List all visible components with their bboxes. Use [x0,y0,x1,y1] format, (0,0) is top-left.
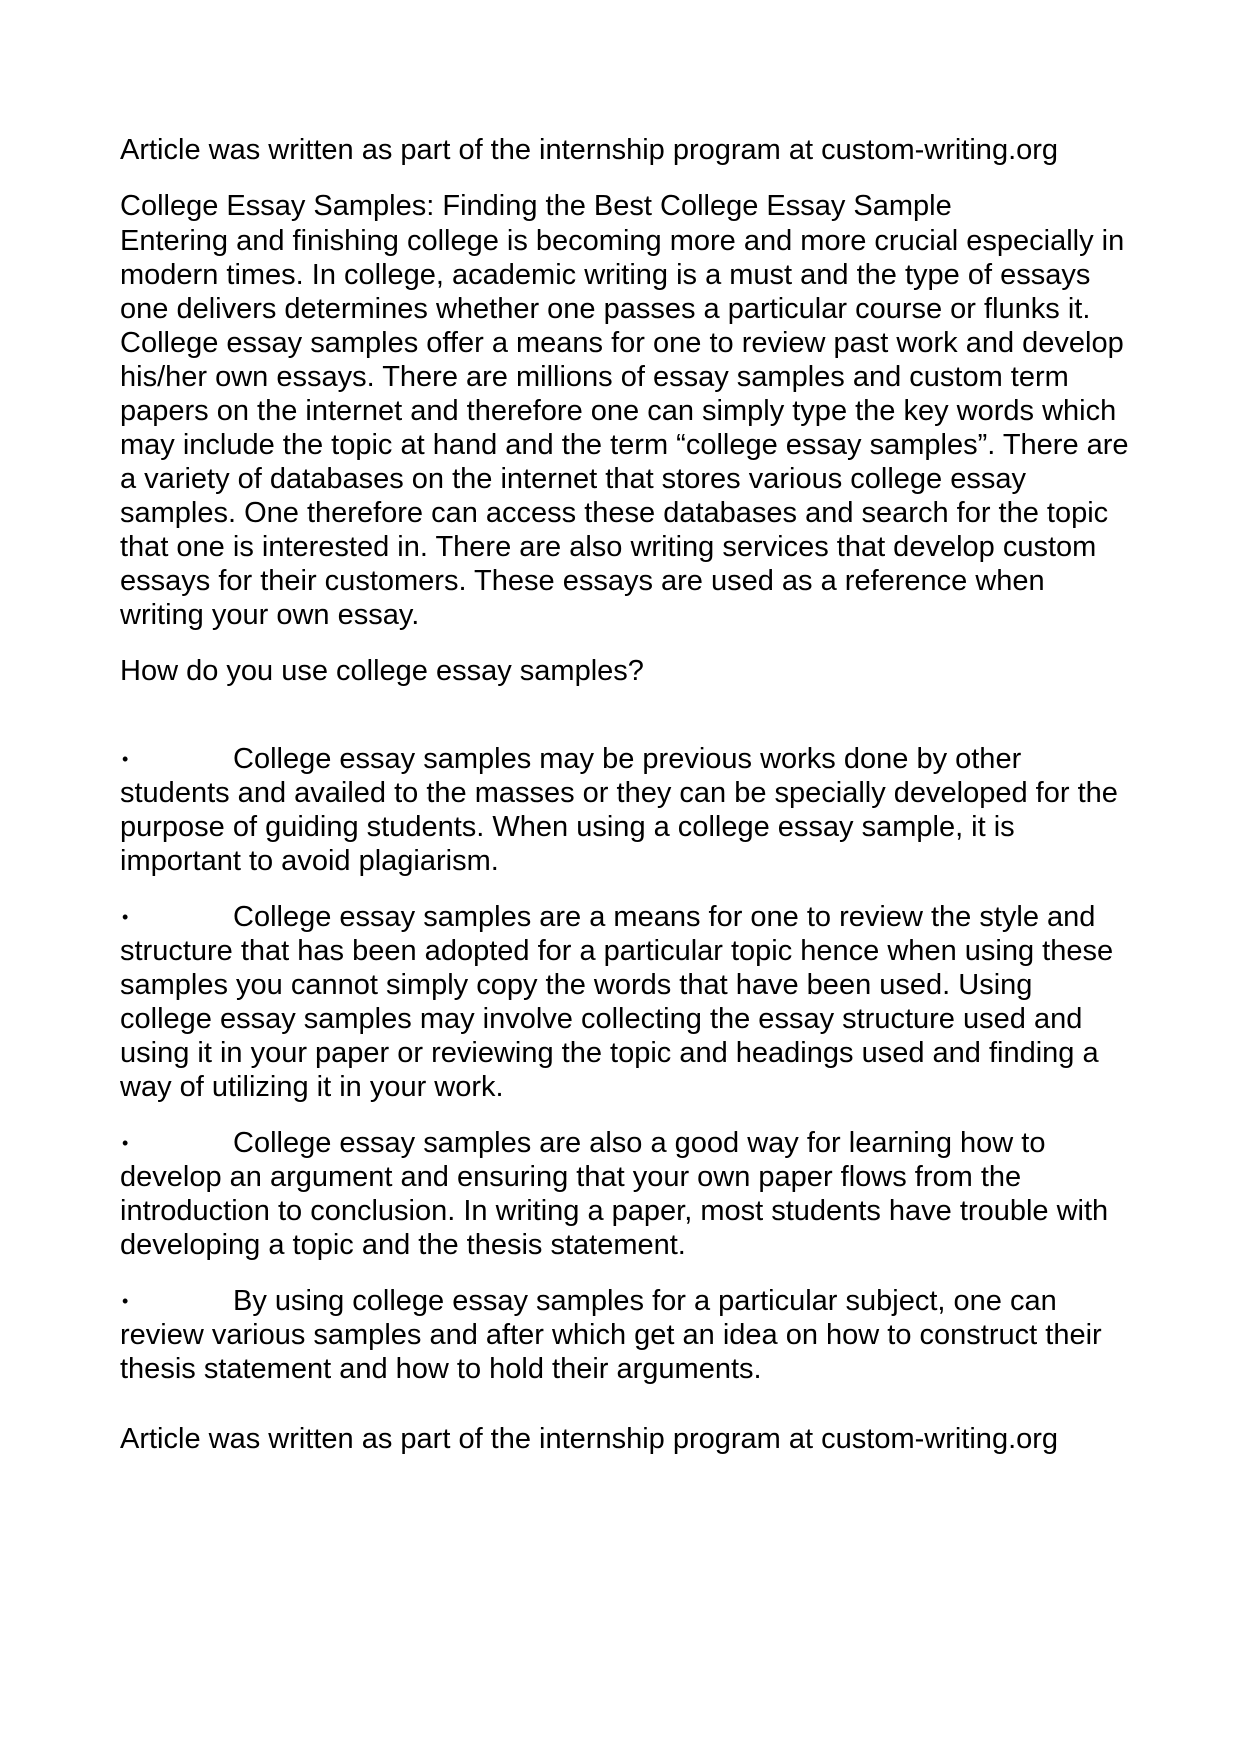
document-body [120,133,1130,1456]
bullet-icon: • [122,907,129,927]
bullet-text: College essay samples are a means for one to review the style and structure that has been adopted for a particular topic hence when using these samples you cannot simply copy the words that have been used. Using college essay samples may involve collecting the essay structure used and using it in your paper or reviewing the topic and headings used and finding a way of utilizing it in your work. [120,901,1114,1103]
bullet-item [120,1126,1130,1262]
bullet-icon: • [122,1291,129,1311]
section-question: How do you use college essay samples? [120,655,644,687]
document-title: College Essay Samples: Finding the Best College Essay Sample [120,190,952,222]
bullet-text: College essay samples are also a good way for learning how to develop an argument and ensuring that your own paper flows from the introduction to conclusion. In writing a paper, most students have trouble with developing a topic and the thesis statement. [120,1127,1109,1261]
bullet-item [120,1284,1130,1386]
bullet-item [120,900,1130,1104]
bullet-icon: • [122,1133,129,1153]
bullet-icon: • [122,749,129,769]
bullet-list [120,742,1130,1386]
header-note: Article was written as part of the internship program at custom-writing.org [120,134,1059,166]
bullet-item [120,742,1130,878]
bullet-text: By using college essay samples for a particular subject, one can review various samples and after which get an idea on how to construct their thesis statement and how to hold their arguments. [120,1285,1102,1385]
intro-paragraph: Entering and finishing college is becoming more and more crucial especially in modern times. In college, academic writing is a must and the type of essays one delivers determines whether one passes a particular course or flunks it. College essay samples offer a means for one to review past work and develop his/her own essays. There are millions of essay samples and custom term papers on the internet and therefore one can simply type the key words which may include the topic at hand and the term “college essay samples”. There are a variety of databases on the internet that stores various college essay samples. One therefore can access these databases and search for the topic that one is interested in. There are also writing services that develop custom essays for their customers. These essays are used as a reference when writing your own essay. [120,225,1129,631]
bullet-text: College essay samples may be previous works done by other students and availed to the masses or they can be specially developed for the purpose of guiding students. When using a college essay sample, it is important to avoid plagiarism. [120,743,1118,877]
footer-note: Article was written as part of the internship program at custom-writing.org [120,1423,1059,1455]
